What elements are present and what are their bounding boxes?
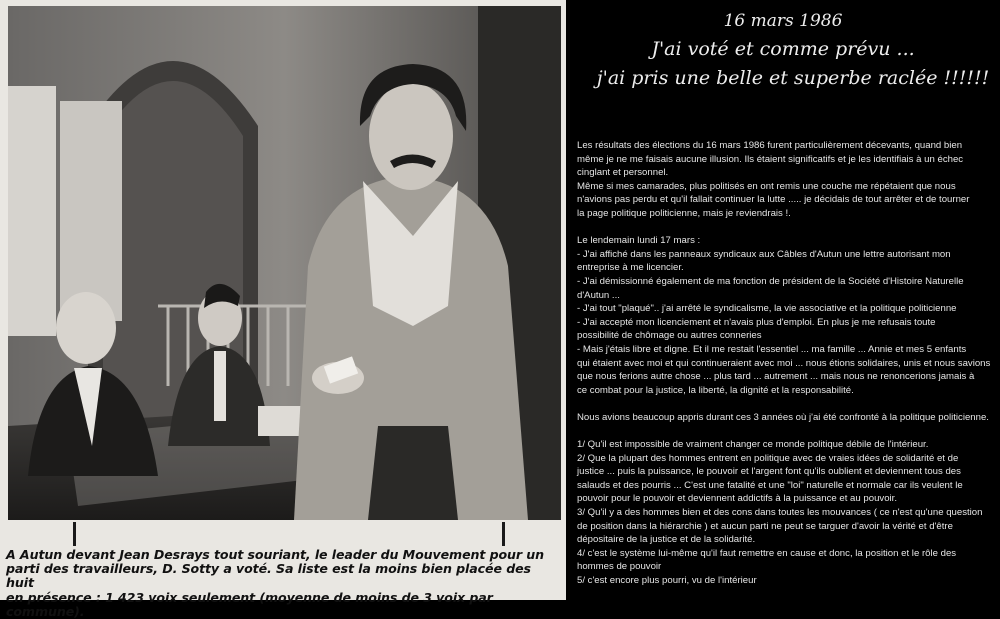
heading-date: 16 mars 1986: [723, 11, 843, 31]
body-line: possibilité de chômage ou autres conneries: [577, 330, 762, 342]
press-photo: [8, 6, 561, 520]
body-line: pouvoir pour le pouvoir et deviennent addictifs à la puissance et au pouvoir.: [577, 493, 897, 505]
body-line: n'avions pas perdu et qu'il fallait continuer la lutte ..... je décidais de tout arrêter et de tourner: [577, 194, 970, 206]
body-line: Les résultats des élections du 16 mars 1986 furent particulièrement décevants, quand bien: [577, 140, 963, 151]
body-text: [577, 139, 991, 588]
crop-mark-right: [502, 522, 505, 546]
text-panel: [566, 0, 1000, 600]
paragraph-gap: [577, 221, 991, 235]
body-line: Même si mes camarades, plus politisés en ont remis une couche me répétaient que nous: [577, 180, 956, 192]
body-line: - Mais j'étais libre et digne. Et il me restait l'essentiel ... ma famille ... Annie et mes 5 enfants: [577, 343, 967, 355]
body-line: Le lendemain lundi 17 mars :: [577, 235, 701, 247]
body-line: cinglant et personnel.: [577, 167, 669, 179]
body-line: de position dans la hiérarchie ) et aucun parti ne peut se targuer d'avoir la vérité et d'être: [577, 520, 953, 532]
crop-mark-left: [73, 522, 76, 546]
body-line: d'Autun ...: [577, 289, 620, 301]
body-line: 4/ c'est le système lui-même qu'il faut remettre en cause et donc, la position et le rôle des: [577, 547, 957, 559]
caption-line: A Autun devant Jean Desrays tout souriant, le leader du Mouvement pour un: [6, 547, 545, 562]
body-line: Nous avions beaucoup appris durant ces 3 années où j'ai été confronté à la politique politicienne.: [577, 411, 989, 423]
paragraph-gap: [577, 397, 991, 411]
body-line: salauds et des pourris ... C'est une fatalité et une "loi" naturelle et normale car ils veulent le: [577, 479, 963, 491]
photo-caption: [6, 548, 562, 619]
caption-line: parti des travailleurs, D. Sotty a voté. Sa liste est la moins bien placée des huit: [6, 561, 531, 591]
body-line: - J'ai tout "plaqué".. j'ai arrêté le syndicalisme, la vie associative et la politique politicienne: [577, 303, 957, 315]
headline-line-1: J'ai voté et comme prévu ...: [651, 38, 915, 60]
headline-line-2: j'ai pris une belle et superbe raclée !!!!!!: [596, 67, 990, 89]
body-line: même je ne me faisais aucune illusion. Ils étaient significatifs et je les identifiais à un échec: [577, 153, 964, 165]
body-line: 1/ Qu'il est impossible de vraiment changer ce monde politique débile de l'intérieur.: [577, 439, 929, 451]
body-line: - J'ai démissionné également de ma fonction de président de la Société d'Histoire Naturelle: [577, 275, 964, 287]
body-line: 5/ c'est encore plus pourri, vu de l'intérieur: [577, 575, 757, 586]
body-line: - J'ai affiché dans les panneaux syndicaux aux Câbles d'Autun une lettre autorisant mon: [577, 248, 951, 260]
photo-illustration: [8, 6, 561, 520]
caption-line: en présence : 1 423 voix seulement (moyenne de moins de 3 voix par commune).: [6, 589, 493, 619]
body-line: - J'ai accepté mon licenciement et n'avais plus d'emploi. En plus je me refusais toute: [577, 316, 936, 328]
body-line: dépositaire de la justice et de la solidarité.: [577, 534, 756, 546]
body-line: qui étaient avec moi et qui continueraient avec moi ... nous étions solidaires, unis et nous savions: [577, 357, 991, 369]
paragraph-gap: [577, 424, 991, 438]
body-line: la page politique politicienne, mais je reviendrais !.: [577, 207, 791, 219]
body-line: entreprise à me licencier.: [577, 262, 684, 274]
body-line: que nous ferions autre chose ... plus tard ... autrement ... mais nous ne renoncerions jamais à: [577, 371, 975, 383]
body-line: justice ... puis la puissance, le pouvoir et l'argent font qu'ils oublient et deviennent tous des: [577, 466, 961, 478]
body-line: 2/ Que la plupart des hommes entrent en politique avec de vraies idées de solidarité et de: [577, 452, 959, 464]
body-line: 3/ Qu'il y a des hommes bien et des cons dans toutes les mouvances ( ce n'est qu'une question: [577, 507, 983, 519]
body-line: hommes de pouvoir: [577, 561, 662, 573]
body-line: ce combat pour la justice, la liberté, la dignité et la responsabilité.: [577, 384, 854, 396]
